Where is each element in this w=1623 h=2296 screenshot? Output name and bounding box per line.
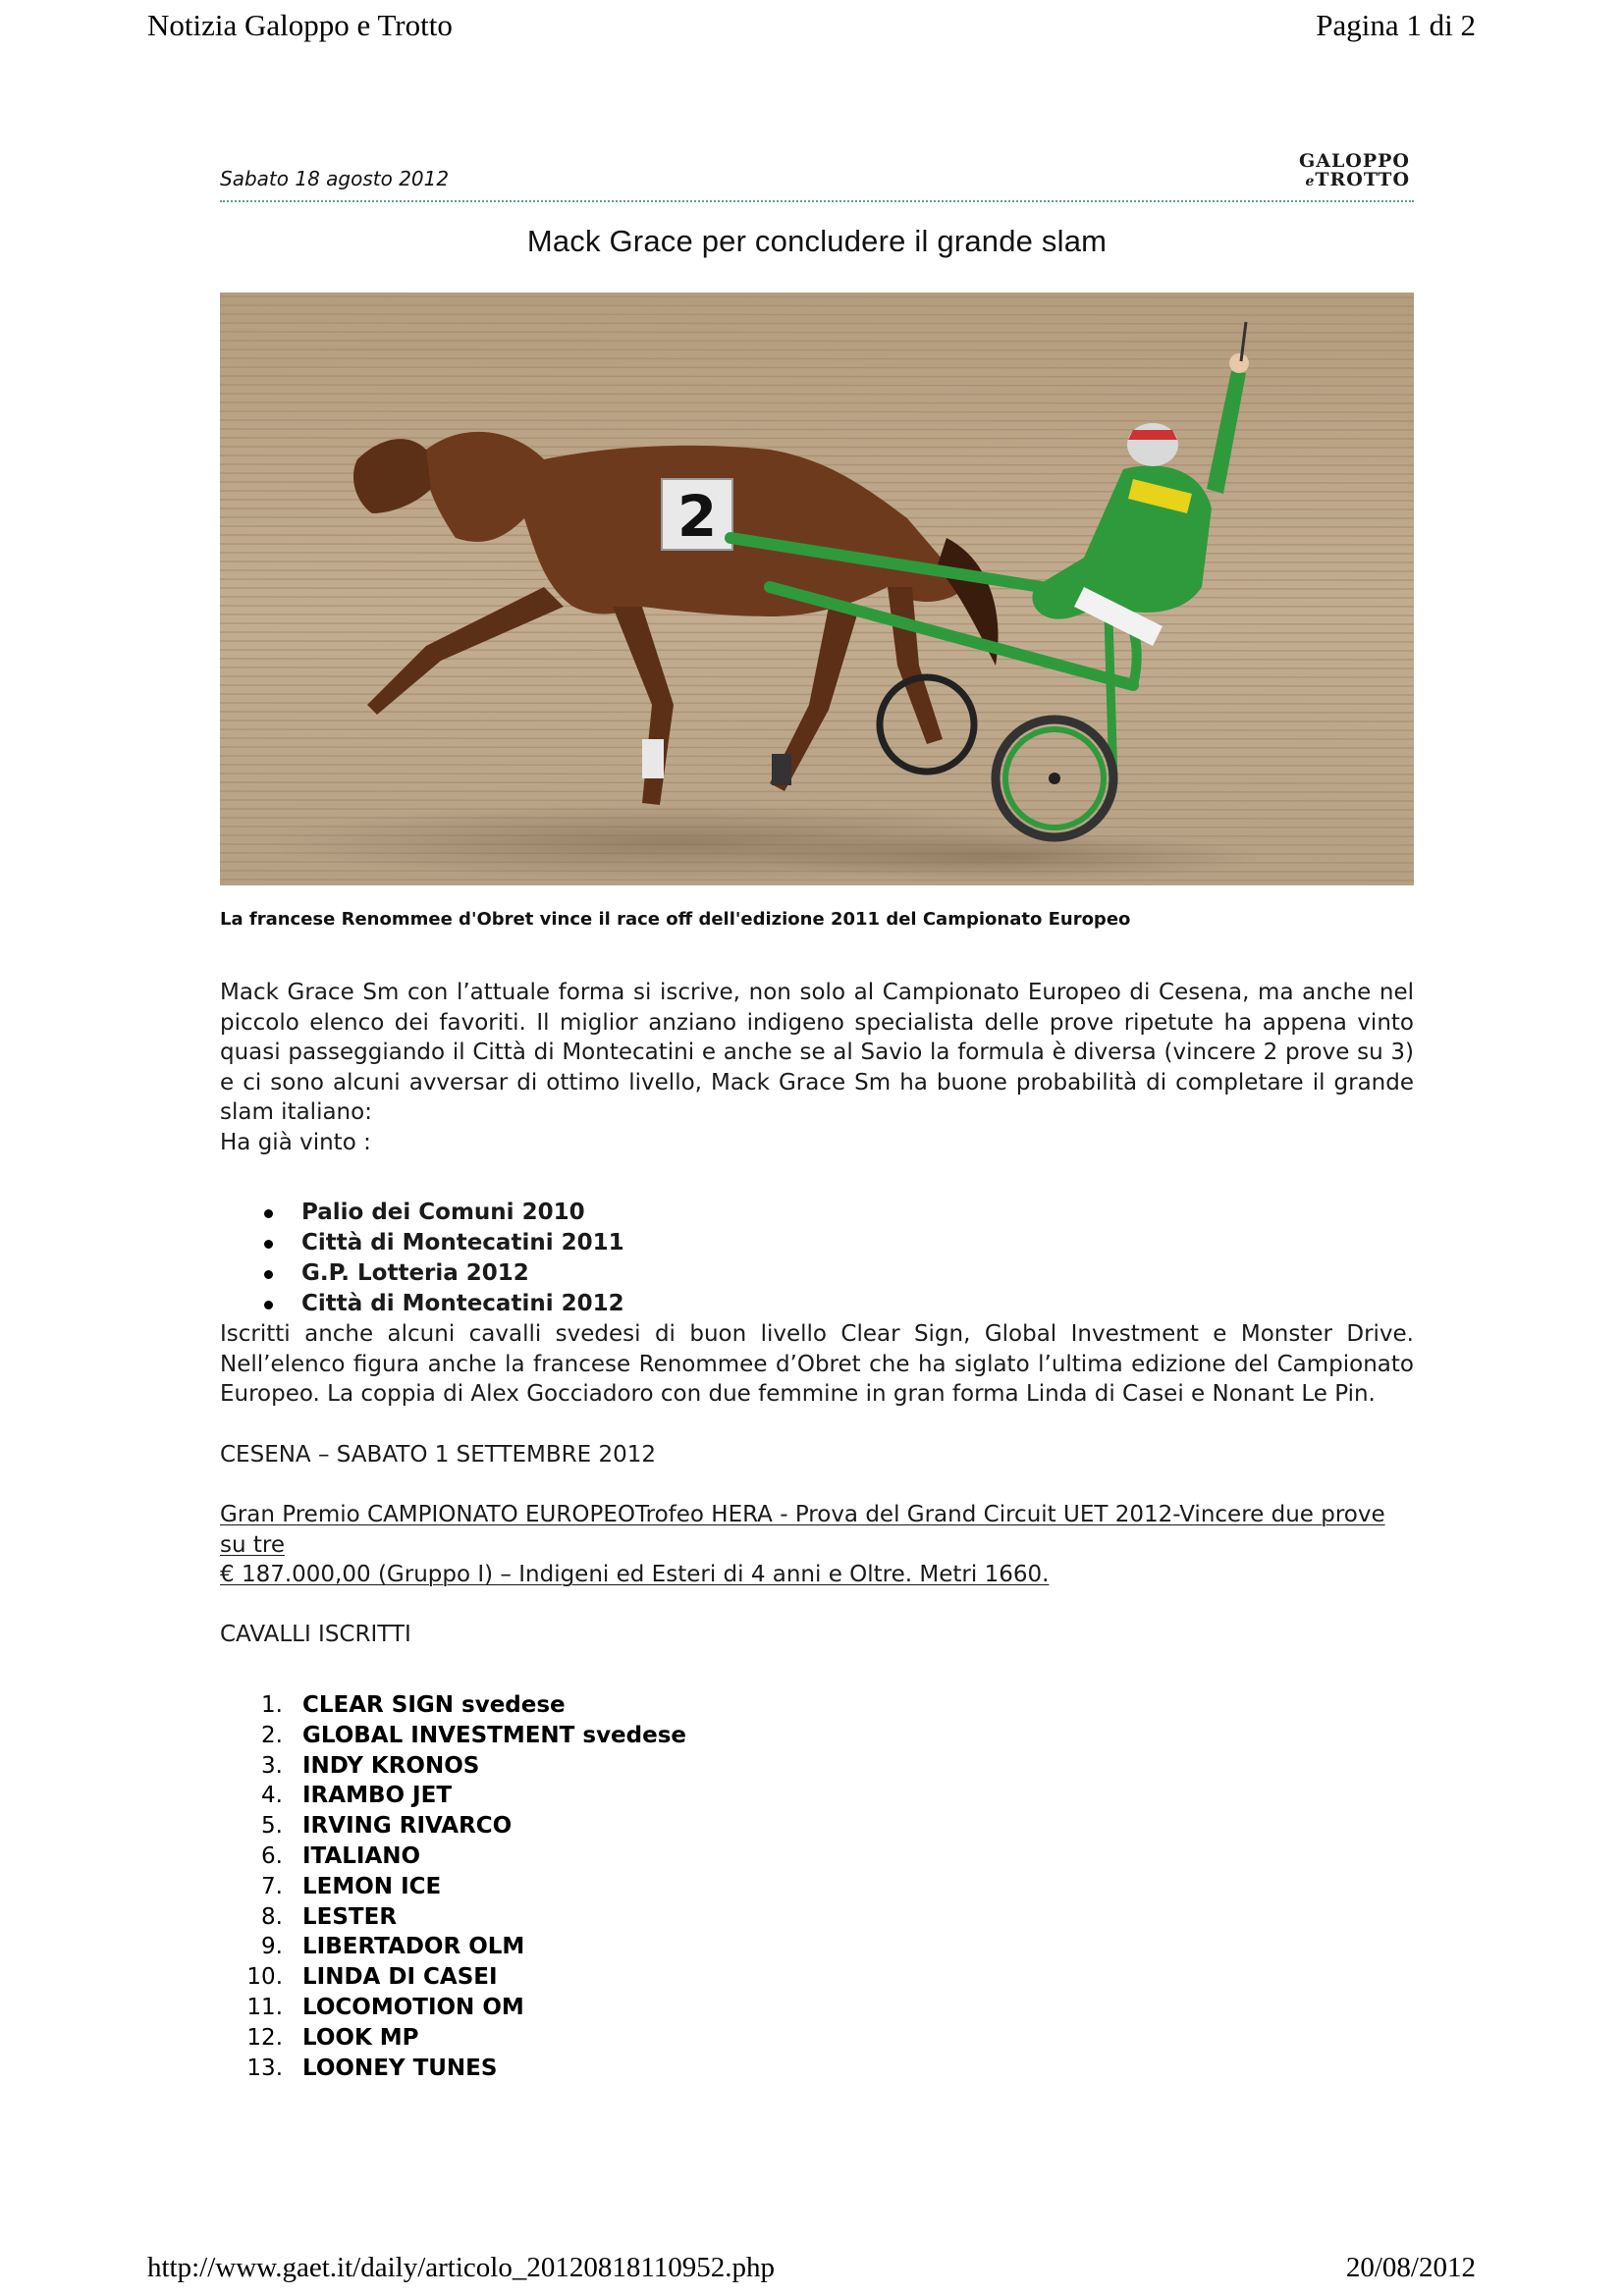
logo-line-trotto xyxy=(1299,171,1410,191)
entrant-number: 11. xyxy=(246,1994,283,2020)
entrants-label: CAVALLI ISCRITTI xyxy=(220,1621,411,1647)
article-date: Sabato 18 agosto 2012 xyxy=(220,167,450,190)
print-header-title: Notizia Galoppo e Trotto xyxy=(147,8,453,42)
race-title xyxy=(220,1500,1414,1590)
entrant-name: LIBERTADOR OLM xyxy=(302,1934,525,1960)
entrant-number: 9. xyxy=(261,1934,283,1960)
article-body xyxy=(220,978,1414,1410)
entrant-number: 8. xyxy=(261,1903,283,1930)
print-header-page-number: Pagina 1 di 2 xyxy=(1316,8,1476,42)
entrant-name: ITALIANO xyxy=(302,1842,421,1869)
logo-line-galoppo: GALOPPO xyxy=(1298,150,1410,172)
list-item: Città di Montecatini 2011 xyxy=(264,1228,1414,1258)
list-item xyxy=(220,2054,1414,2084)
harness-racing-photo xyxy=(220,293,1414,885)
event-date: CESENA – SABATO 1 SETTEMBRE 2012 xyxy=(220,1441,657,1468)
entrant-name: LOONEY TUNES xyxy=(302,2055,498,2081)
list-item xyxy=(220,1932,1414,1962)
list-item: Città di Montecatini 2012 xyxy=(264,1289,1414,1319)
entrant-number: 4. xyxy=(261,1783,283,1809)
photo-caption: La francese Renommee d'Obret vince il race off dell'edizione 2011 del Campionato Europeo xyxy=(220,909,1131,930)
masthead xyxy=(220,143,1414,202)
paragraph-intro: Mack Grace Sm con l’attuale forma si iscrive, non solo al Campionato Europeo di Cesena, ma anche nel piccolo elenco dei favoriti. Il miglior anziano indigeno specialista delle prove ripetute ha appena vinto quasi passeggiando il Città di Montecatini e anche se al Savio la formula è diversa (vincere 2 prove su 3) e ci sono alcuni avversar di ottimo livello, Mack Grace Sm ha buone probabilità di completare il grande slam italiano: xyxy=(220,980,1414,1125)
print-footer xyxy=(147,2248,1476,2287)
already-won-label: Ha già vinto : xyxy=(220,1129,371,1155)
list-item xyxy=(220,1751,1414,1782)
entrant-name: LOCOMOTION OM xyxy=(302,1994,524,2020)
list-item xyxy=(220,1902,1414,1933)
entrant-name: LEMON ICE xyxy=(302,1873,442,1899)
wins-list xyxy=(220,1198,1414,1319)
entrant-number: 6. xyxy=(261,1842,283,1869)
entrant-name: LINDA DI CASEI xyxy=(302,1964,498,1991)
list-item xyxy=(220,1962,1414,1993)
logo-e: e xyxy=(1305,174,1315,189)
entrant-number: 3. xyxy=(261,1752,283,1779)
number-plate-digit: 2 xyxy=(676,483,718,550)
list-item xyxy=(220,1993,1414,2023)
entrant-number: 5. xyxy=(261,1813,283,1840)
entrant-number: 1. xyxy=(261,1692,283,1718)
logo-trotto: TROTTO xyxy=(1315,169,1410,190)
entrant-number: 13. xyxy=(246,2055,283,2081)
print-footer-date: 20/08/2012 xyxy=(1345,2252,1476,2283)
article xyxy=(220,143,1414,2083)
list-item xyxy=(220,1781,1414,1811)
print-footer-url: http://www.gaet.it/daily/articolo_20120818110952.php xyxy=(147,2252,775,2283)
entrant-name: IRAMBO JET xyxy=(302,1783,453,1809)
list-item: Palio dei Comuni 2010 xyxy=(264,1198,1414,1228)
entrant-number: 2. xyxy=(261,1722,283,1748)
list-item xyxy=(220,1690,1414,1721)
list-item xyxy=(220,1721,1414,1751)
entrant-name: GLOBAL INVESTMENT svedese xyxy=(302,1722,687,1748)
list-item xyxy=(220,1811,1414,1842)
entrant-name: INDY KRONOS xyxy=(302,1752,480,1779)
list-item xyxy=(220,1872,1414,1902)
entrant-name: IRVING RIVARCO xyxy=(302,1813,513,1840)
list-item xyxy=(220,2023,1414,2054)
race-title-line: Gran Premio CAMPIONATO EUROPEOTrofeo HERA - Prova del Grand Circuit UET 2012-Vincere due prove su tre xyxy=(220,1502,1385,1558)
paragraph-entrants: Iscritti anche alcuni cavalli svedesi di buon livello Clear Sign, Global Investment e Monster Drive. Nell’elenco figura anche la francese Renommee d’Obret che ha siglato l’ultima edizione del Campionato Europeo. La coppia di Alex Gocciadoro con due femmine in gran forma Linda di Casei e Nonant Le Pin. xyxy=(220,1321,1414,1407)
print-header xyxy=(147,6,1476,45)
entrants-list xyxy=(220,1690,1414,2083)
race-prize-line: € 187.000,00 (Gruppo I) – Indigeni ed Esteri di 4 anni e Oltre. Metri 1660. xyxy=(220,1562,1050,1587)
entrant-number: 7. xyxy=(261,1873,283,1899)
article-headline: Mack Grace per concludere il grande slam xyxy=(526,224,1108,258)
article-photo xyxy=(220,293,1414,885)
list-item xyxy=(220,1842,1414,1872)
entrant-name: LOOK MP xyxy=(302,2024,419,2051)
entrant-name: CLEAR SIGN svedese xyxy=(302,1692,566,1718)
entrant-number: 12. xyxy=(246,2024,283,2051)
entrant-name: LESTER xyxy=(302,1903,398,1930)
galoppo-trotto-logo xyxy=(1299,152,1410,191)
entrant-number: 10. xyxy=(246,1964,283,1991)
list-item: G.P. Lotteria 2012 xyxy=(264,1258,1414,1289)
